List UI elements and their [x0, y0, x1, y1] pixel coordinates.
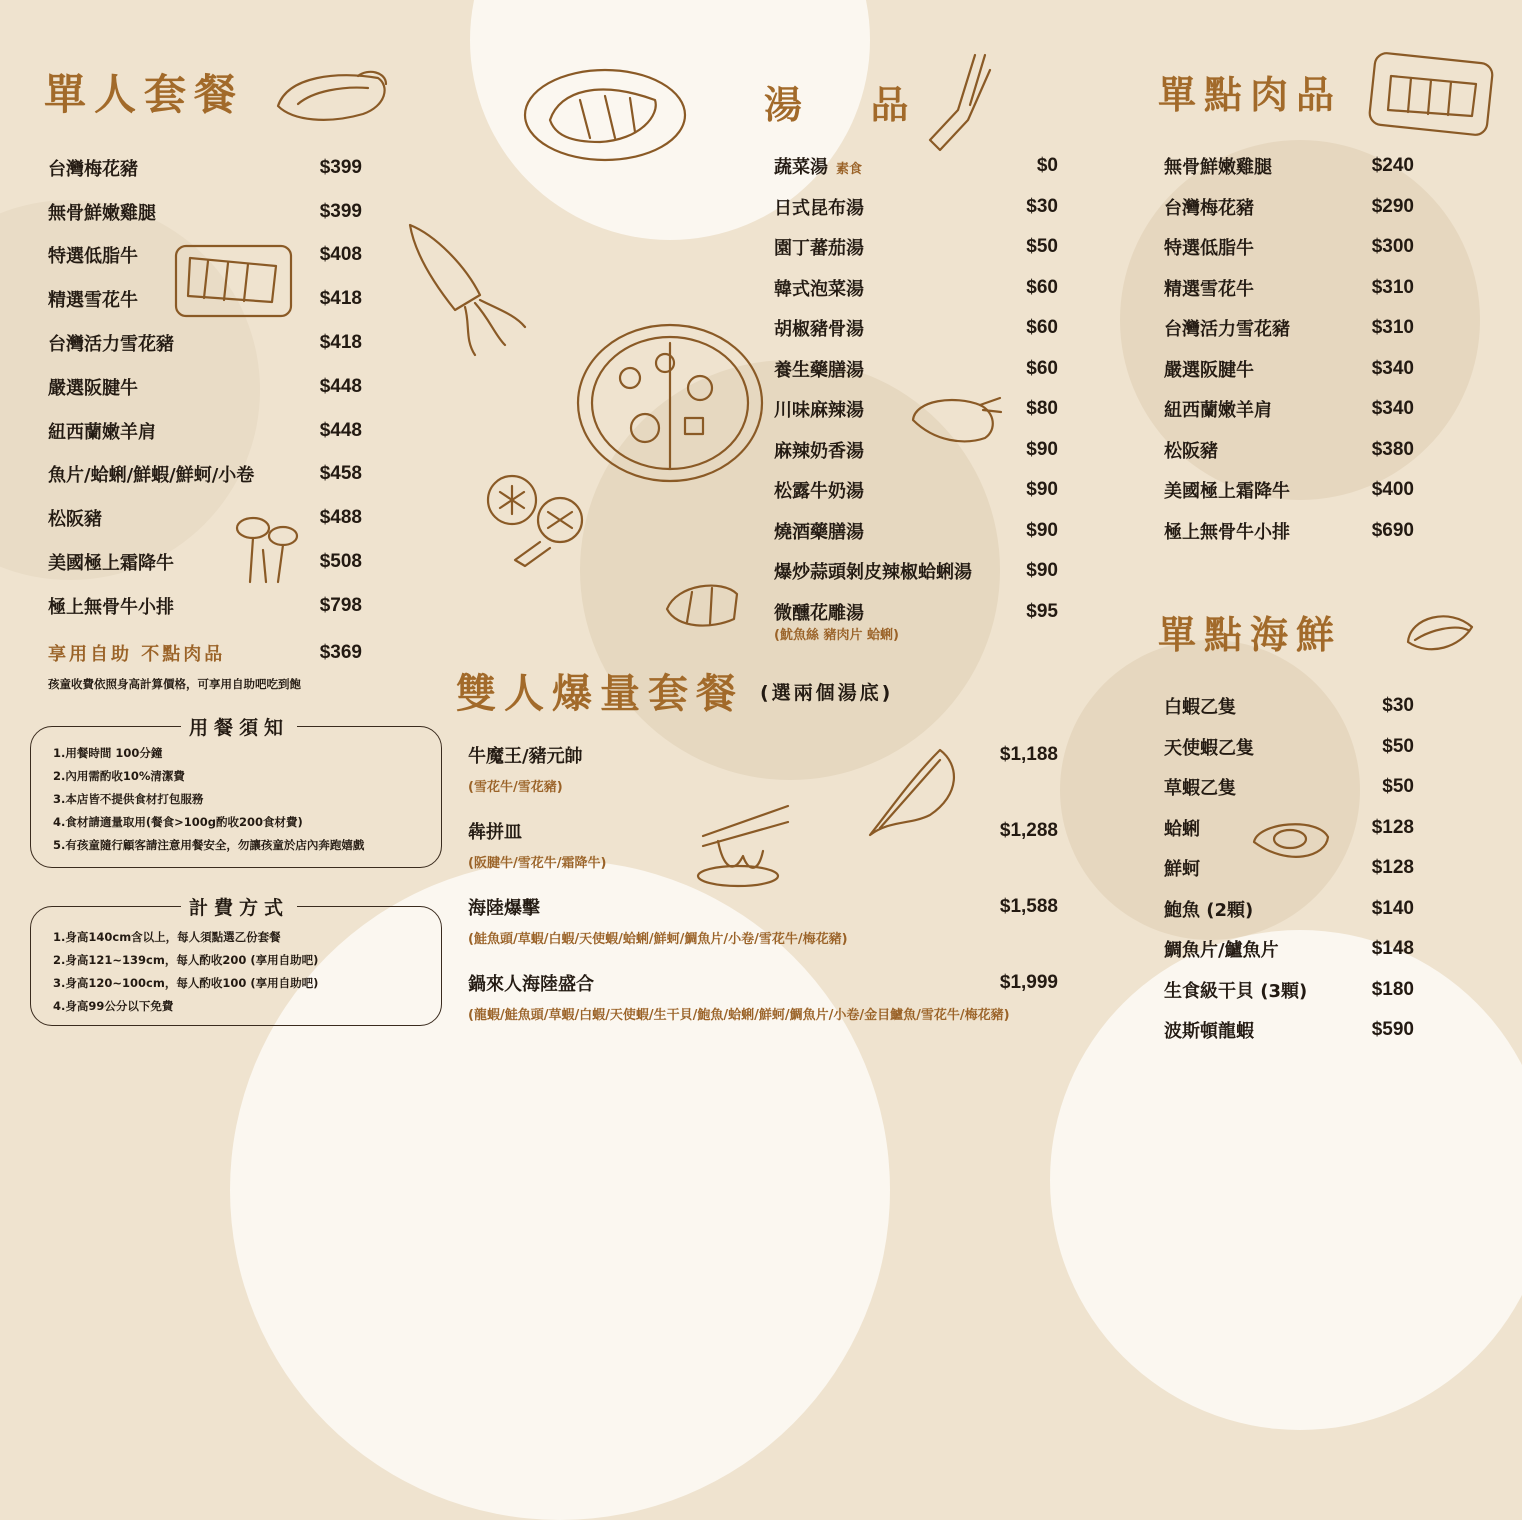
menu-row: [1164, 349, 1414, 390]
item-name: [1164, 437, 1218, 463]
item-name: 海陸爆擊: [468, 898, 540, 919]
menu-row: [774, 308, 1058, 349]
item-name-text: 草蝦乙隻: [1164, 778, 1236, 800]
item-price: $128: [1371, 857, 1414, 879]
item-name-text: 美國極上霜降牛: [48, 553, 174, 575]
set-menu-list: [48, 146, 362, 628]
soup-last-note: (魷魚絲 豬肉片 蛤蜊): [774, 628, 899, 643]
item-name: [1164, 774, 1236, 800]
item-name-text: 紐西蘭嫩羊肩: [48, 421, 156, 443]
meat-tray-icon-right: [1366, 48, 1496, 142]
item-name-text: 麻辣奶香湯: [774, 440, 864, 462]
item-name-text: 川味麻辣湯: [774, 400, 864, 422]
item-name: [774, 315, 864, 341]
soup-list: [774, 146, 1058, 643]
item-price: $408: [319, 244, 362, 266]
item-detail: (鮭魚頭/草蝦/白蝦/天使蝦/蛤蜊/鮮蚵/鯛魚片/小卷/雪花牛/梅花豬): [468, 932, 848, 947]
item-name-text: 燒酒藥膳湯: [774, 521, 864, 543]
menu-row: [48, 496, 362, 540]
item-name: [48, 155, 138, 181]
item-name: [1164, 477, 1290, 503]
meat-title: 單點肉品: [1158, 73, 1343, 117]
item-price: $50: [1026, 236, 1058, 258]
list-item: 4.身高99公分以下免費: [53, 999, 174, 1013]
item-price: $418: [319, 332, 362, 354]
kids-note: 孩童收費依照身高計算價格，可享用自助吧吃到飽: [48, 677, 301, 691]
seafood-list: [1164, 686, 1414, 1051]
seafood-title: 單點海鮮: [1158, 613, 1343, 657]
menu-row: [1164, 470, 1414, 511]
item-name: [1164, 815, 1200, 841]
hotpot-icon: [570, 318, 770, 492]
list-item: 4.食材請適量取用(餐食>100g酌收200食材費): [53, 815, 303, 829]
item-price: $50: [1382, 776, 1414, 798]
item-name: [774, 153, 862, 179]
menu-row: [1164, 187, 1414, 228]
item-name: [48, 418, 156, 444]
meat-list: [1164, 146, 1414, 551]
double-set-title: 雙人爆量套餐: [456, 671, 744, 717]
menu-row: [48, 584, 362, 628]
mushroom-icon: [228, 510, 308, 594]
item-name-text: 台灣活力雪花豬: [1164, 319, 1290, 341]
list-item: 2.身高121~139cm，每人酌收200 (享用自助吧): [53, 953, 319, 967]
item-name-text: 松阪豬: [1164, 440, 1218, 462]
item-name: [48, 593, 174, 619]
menu-row: [774, 349, 1058, 390]
buffet-label: 享用自助 不點肉品: [48, 644, 226, 665]
buffet-price: $369: [319, 642, 362, 663]
menu-row: [774, 470, 1058, 511]
item-price: $30: [1026, 195, 1058, 217]
item-price: $340: [1371, 398, 1414, 420]
item-name-text: 天使蝦乙隻: [1164, 737, 1254, 759]
meat-tray-icon: [168, 236, 298, 330]
item-price: $0: [1036, 155, 1058, 177]
menu-row: [1164, 929, 1414, 970]
menu-row: [1164, 889, 1414, 930]
item-price: $90: [1026, 479, 1058, 501]
item-price: $148: [1371, 938, 1414, 960]
item-price: $380: [1371, 438, 1414, 460]
item-name: [774, 396, 864, 422]
shiitake-icon: [480, 470, 600, 574]
item-name-text: 台灣梅花豬: [48, 158, 138, 180]
menu-row: [1164, 268, 1414, 309]
item-name-text: 蔬菜湯: [774, 157, 828, 179]
item-price: $508: [319, 551, 362, 573]
double-set-row: [468, 970, 1058, 996]
menu-row: [774, 227, 1058, 268]
item-name: [1164, 396, 1272, 422]
menu-row: [1164, 970, 1414, 1011]
item-name: [48, 549, 174, 575]
buffet-row: [48, 640, 362, 692]
menu-row: [1164, 808, 1414, 849]
item-name: [48, 199, 156, 225]
item-detail: (雪花牛/雪花豬): [468, 780, 563, 795]
item-name-text: 鯛魚片/鱸魚片: [1164, 940, 1279, 962]
item-price: $90: [1026, 560, 1058, 582]
item-name-text: 魚片/蛤蜊/鮮蝦/鮮蚵/小卷: [48, 465, 255, 487]
item-price: $60: [1026, 357, 1058, 379]
item-name: 犇拼皿: [468, 822, 522, 843]
item-price: $400: [1371, 479, 1414, 501]
item-price: $95: [1026, 600, 1058, 622]
item-name: [774, 194, 864, 220]
menu-row: [774, 187, 1058, 228]
menu-row: [48, 409, 362, 453]
double-set-item: [468, 970, 1058, 1046]
menu-row: [1164, 1010, 1414, 1051]
item-name: 牛魔王/豬元帥: [468, 746, 583, 767]
double-set-row: [468, 742, 1058, 768]
item-price: $690: [1371, 519, 1414, 541]
item-name-text: 美國極上霜降牛: [1164, 481, 1290, 503]
item-name-text: 台灣梅花豬: [1164, 197, 1254, 219]
pricing-title: 計費方式: [181, 893, 297, 920]
menu-row: [774, 430, 1058, 471]
item-detail: (龍蝦/鮭魚頭/草蝦/白蝦/天使蝦/生干貝/鮑魚/蛤蜊/鮮蚵/鯛魚片/小卷/金目鱸魚/雪花牛/梅花豬): [468, 1008, 1010, 1023]
item-name: [48, 505, 102, 531]
item-name: [1164, 315, 1290, 341]
item-price: $60: [1026, 317, 1058, 339]
item-name: [48, 330, 174, 356]
squid-icon: [395, 215, 535, 369]
menu-row: [774, 268, 1058, 309]
double-set-item: [468, 818, 1058, 894]
double-set-row: [468, 894, 1058, 920]
menu-row: [48, 146, 362, 190]
item-name: [1164, 518, 1290, 544]
item-name: [1164, 977, 1307, 1003]
item-price: $310: [1371, 317, 1414, 339]
item-name-text: 台灣活力雪花豬: [48, 334, 174, 356]
item-name-text: 松阪豬: [48, 509, 102, 531]
menu-row: [48, 540, 362, 584]
item-name-text: 爆炒蒜頭剝皮辣椒蛤蜊湯: [774, 562, 972, 584]
item-price: $180: [1371, 978, 1414, 1000]
item-name-text: 白蝦乙隻: [1164, 697, 1236, 719]
item-name-text: 嚴選阪腱牛: [48, 377, 138, 399]
item-price: $30: [1382, 695, 1414, 717]
item-name: [48, 286, 138, 312]
item-price: $1,588: [999, 896, 1058, 917]
item-name-text: 胡椒豬骨湯: [774, 319, 864, 341]
item-name-text: 生食級干貝 (3顆): [1164, 980, 1308, 1002]
item-name-text: 園丁蕃茄湯: [774, 238, 864, 260]
menu-row: [774, 389, 1058, 430]
menu-row: [1164, 767, 1414, 808]
item-name: [1164, 1017, 1254, 1043]
item-name: [1164, 936, 1279, 962]
item-name: [1164, 855, 1200, 881]
dining-notice-box: [30, 717, 442, 868]
double-set-subtitle: (選兩個湯底): [760, 682, 894, 704]
soup-title: 湯 品: [764, 83, 923, 127]
item-name-text: 精選雪花牛: [48, 290, 138, 312]
menu-row: [774, 146, 1058, 187]
item-price: $399: [319, 200, 362, 222]
item-name-text: 極上無骨牛小排: [1164, 521, 1290, 543]
item-name-text: 特選低脂牛: [48, 246, 138, 268]
item-name: [1164, 896, 1253, 922]
item-price: $458: [319, 463, 362, 485]
item-name: [1164, 153, 1272, 179]
menu-row: [774, 551, 1058, 592]
item-name: [1164, 356, 1254, 382]
item-name-text: 極上無骨牛小排: [48, 596, 174, 618]
double-set-list: [468, 742, 1058, 1046]
item-name-text: 鮮蚵: [1164, 859, 1200, 881]
menu-row: [1164, 686, 1414, 727]
item-price: $50: [1382, 735, 1414, 757]
item-price: $300: [1371, 236, 1414, 258]
menu-row: [1164, 227, 1414, 268]
item-price: $140: [1371, 897, 1414, 919]
item-name: [1164, 734, 1254, 760]
item-price: $399: [319, 156, 362, 178]
item-price: $310: [1371, 276, 1414, 298]
menu-row: [48, 365, 362, 409]
item-name: [48, 374, 138, 400]
item-name-text: 無骨鮮嫩雞腿: [48, 202, 156, 224]
mussel-icon: [1400, 602, 1480, 666]
item-name-text: 波斯頓龍蝦: [1164, 1021, 1254, 1043]
list-item: 1.身高140cm含以上，每人須點選乙份套餐: [53, 930, 281, 944]
item-name: [1164, 234, 1254, 260]
menu-row: [774, 511, 1058, 552]
item-name: [1164, 194, 1254, 220]
menu-row: [1164, 430, 1414, 471]
item-name-text: 日式昆布湯: [774, 197, 864, 219]
fish-slice-icon: [662, 574, 742, 638]
double-set-item: [468, 894, 1058, 970]
item-price: $290: [1371, 195, 1414, 217]
item-price: $448: [319, 375, 362, 397]
list-item: 5.有孩童隨行顧客請注意用餐安全，勿讓孩童於店內奔跑嬉戲: [53, 838, 365, 852]
item-price: $80: [1026, 398, 1058, 420]
item-name: [1164, 275, 1254, 301]
menu-row: [1164, 146, 1414, 187]
menu-row: [1164, 727, 1414, 768]
item-price: $128: [1371, 816, 1414, 838]
item-name-text: 微醺花雕湯: [774, 602, 864, 624]
set-menu-title: 單人套餐: [44, 70, 245, 119]
menu-row: [48, 453, 362, 497]
item-name: [774, 275, 864, 301]
double-set-row: [468, 818, 1058, 844]
item-price: $340: [1371, 357, 1414, 379]
menu-row: [1164, 848, 1414, 889]
item-name: [774, 599, 864, 625]
item-name-text: 嚴選阪腱牛: [1164, 359, 1254, 381]
item-name: [774, 558, 972, 584]
item-name: [774, 356, 864, 382]
oyster-icon: [268, 66, 398, 130]
item-price: $60: [1026, 276, 1058, 298]
pricing-box: [30, 897, 442, 1026]
item-name: [774, 437, 864, 463]
item-name: [1164, 693, 1236, 719]
menu-row: [1164, 511, 1414, 552]
item-price: $90: [1026, 519, 1058, 541]
list-item: 3.本店皆不提供食材打包服務: [53, 792, 204, 806]
item-price: $90: [1026, 438, 1058, 460]
double-set-item: [468, 742, 1058, 818]
meat-plate-icon: [520, 60, 690, 174]
item-price: $240: [1371, 155, 1414, 177]
item-name-text: 韓式泡菜湯: [774, 278, 864, 300]
list-item: 2.內用需酌收10%清潔費: [53, 769, 185, 783]
item-name-text: 特選低脂牛: [1164, 238, 1254, 260]
item-name-text: 蛤蜊: [1164, 818, 1200, 840]
item-name-text: 鮑魚 (2顆): [1164, 899, 1254, 921]
item-name: 鍋來人海陸盛合: [468, 974, 594, 995]
list-item: 1.用餐時間 100分鐘: [53, 746, 163, 760]
item-price: $1,288: [999, 820, 1058, 841]
item-name: [774, 234, 864, 260]
list-item: 3.身高120~100cm，每人酌收100 (享用自助吧): [53, 976, 319, 990]
item-name: [774, 477, 864, 503]
item-price: $448: [319, 419, 362, 441]
item-detail: (阪腱牛/雪花牛/霜降牛): [468, 856, 607, 871]
item-price: $1,188: [999, 744, 1058, 765]
item-price: $418: [319, 288, 362, 310]
item-name-text: 紐西蘭嫩羊肩: [1164, 400, 1272, 422]
item-name-text: 精選雪花牛: [1164, 278, 1254, 300]
item-name: [774, 518, 864, 544]
dining-notice-title: 用餐須知: [181, 713, 297, 740]
item-tag: 素食: [836, 162, 863, 178]
item-name-text: 無骨鮮嫩雞腿: [1164, 157, 1272, 179]
item-name: [48, 242, 138, 268]
item-price: $1,999: [999, 972, 1058, 993]
menu-row: [48, 190, 362, 234]
item-price: $590: [1371, 1019, 1414, 1041]
item-price: $798: [319, 594, 362, 616]
item-name-text: 松露牛奶湯: [774, 481, 864, 503]
item-name-text: 養生藥膳湯: [774, 359, 864, 381]
menu-row: [1164, 389, 1414, 430]
item-name: [48, 461, 254, 487]
item-price: $488: [319, 507, 362, 529]
menu-row: [1164, 308, 1414, 349]
